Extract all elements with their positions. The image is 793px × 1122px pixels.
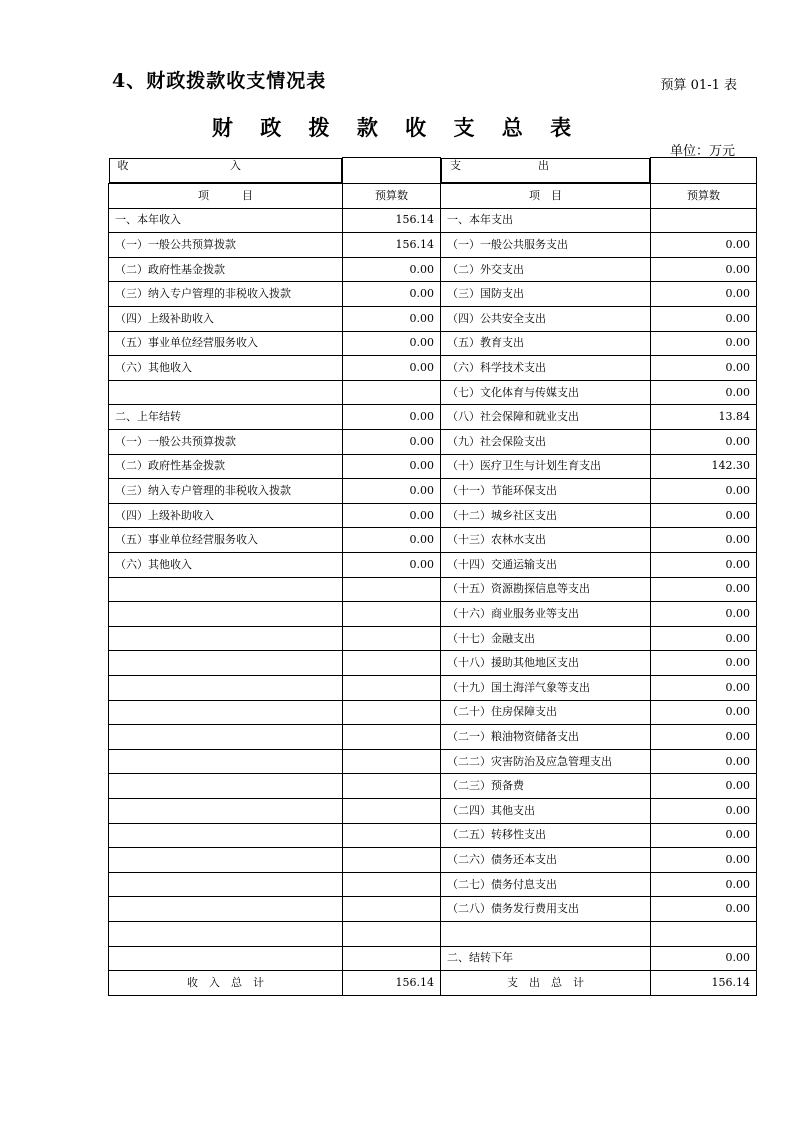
expense-item: （十八）援助其他地区支出: [441, 651, 651, 676]
expense-amount: 0.00: [651, 233, 757, 258]
income-amount: [343, 602, 441, 627]
income-amount: [343, 872, 441, 897]
totals-row: [109, 971, 757, 996]
expense-amount: 0.00: [651, 307, 757, 332]
expense-item: （二四）其他支出: [441, 798, 651, 823]
expense-amount: 0.00: [651, 749, 757, 774]
expense-item: （二六）债务还本支出: [441, 848, 651, 873]
income-item: [109, 823, 343, 848]
unit-label: 单位：万元: [669, 144, 735, 159]
income-item: （六）其他收入: [109, 356, 343, 381]
income-item: （二）政府性基金拨款: [109, 257, 343, 282]
expense-amount: 0.00: [651, 700, 757, 725]
income-amount: [343, 675, 441, 700]
income-amount: 0.00: [343, 257, 441, 282]
header-budget-expense: 预算数: [651, 184, 757, 209]
expense-item: （三）国防支出: [441, 282, 651, 307]
income-amount: [343, 700, 441, 725]
income-amount: [343, 651, 441, 676]
income-amount: 0.00: [343, 528, 441, 553]
income-item: [109, 700, 343, 725]
page-title: 财 政 拨 款 收 支 总 表: [211, 115, 582, 140]
income-item: [109, 602, 343, 627]
income-amount: 0.00: [343, 405, 441, 430]
header-expense: [441, 158, 650, 184]
income-amount: [343, 823, 441, 848]
expense-item: （十一）节能环保支出: [441, 479, 651, 504]
expense-item: （十二）城乡社区支出: [441, 503, 651, 528]
expense-amount: 0.00: [651, 331, 757, 356]
income-item: [109, 848, 343, 873]
table-row: [109, 946, 757, 971]
header-item-income: 项 目: [109, 184, 343, 209]
header-row-top: [109, 158, 757, 184]
expense-item: （十六）商业服务业等支出: [441, 602, 651, 627]
income-item: [109, 626, 343, 651]
income-item: [109, 749, 343, 774]
income-amount: 0.00: [343, 282, 441, 307]
table-row: [109, 479, 757, 504]
income-amount: 0.00: [343, 454, 441, 479]
income-amount: 0.00: [343, 356, 441, 381]
expense-amount: 0.00: [651, 356, 757, 381]
header-income-char-1: 收: [117, 158, 129, 172]
table-row: [109, 651, 757, 676]
header-budget-income: 预算数: [343, 184, 441, 209]
table-row: [109, 872, 757, 897]
table-row: [109, 380, 757, 405]
table-row: [109, 675, 757, 700]
income-amount: [343, 380, 441, 405]
table-row: [109, 725, 757, 750]
expense-total-label: 支 出 总 计: [441, 971, 651, 996]
table-row: [109, 430, 757, 455]
income-item: 一、本年收入: [109, 208, 343, 233]
budget-table: [108, 157, 757, 996]
expense-amount: 0.00: [651, 257, 757, 282]
expense-item: （二一）粮油物资储备支出: [441, 725, 651, 750]
expense-item: （六）科学技术支出: [441, 356, 651, 381]
table-row: [109, 749, 757, 774]
table-row: [109, 897, 757, 922]
expense-amount: 0.00: [651, 823, 757, 848]
expense-amount: 0.00: [651, 430, 757, 455]
table-row: [109, 257, 757, 282]
expense-amount: 0.00: [651, 479, 757, 504]
expense-item: （五）教育支出: [441, 331, 651, 356]
income-item: 二、上年结转: [109, 405, 343, 430]
expense-item: （一）一般公共服务支出: [441, 233, 651, 258]
income-amount: [343, 921, 441, 946]
table-row: [109, 331, 757, 356]
header-item-expense: 项 目: [441, 184, 651, 209]
income-amount: [343, 798, 441, 823]
table-row: [109, 798, 757, 823]
income-item: [109, 380, 343, 405]
expense-item: [441, 921, 651, 946]
expense-amount: 0.00: [651, 651, 757, 676]
expense-item: （九）社会保险支出: [441, 430, 651, 455]
income-item: [109, 798, 343, 823]
income-amount: [343, 774, 441, 799]
income-item: [109, 946, 343, 971]
income-amount: 0.00: [343, 331, 441, 356]
expense-amount: 0.00: [651, 725, 757, 750]
income-amount: 0.00: [343, 430, 441, 455]
expense-total-amount: 156.14: [651, 971, 757, 996]
expense-amount: 0.00: [651, 626, 757, 651]
table-row: [109, 553, 757, 578]
expense-item: （二十）住房保障支出: [441, 700, 651, 725]
income-item: （四）上级补助收入: [109, 307, 343, 332]
table-row: [109, 503, 757, 528]
income-item: [109, 921, 343, 946]
expense-amount: 0.00: [651, 675, 757, 700]
income-amount: [343, 749, 441, 774]
income-amount: [343, 946, 441, 971]
income-item: [109, 725, 343, 750]
income-amount: 0.00: [343, 307, 441, 332]
table-row: [109, 577, 757, 602]
table-row: [109, 823, 757, 848]
expense-item: （二五）转移性支出: [441, 823, 651, 848]
expense-item: （十九）国土海洋气象等支出: [441, 675, 651, 700]
table-row: [109, 208, 757, 233]
table-row: [109, 528, 757, 553]
table-row: [109, 921, 757, 946]
table-row: [109, 233, 757, 258]
expense-amount: 0.00: [651, 897, 757, 922]
income-amount: [343, 725, 441, 750]
table-row: [109, 602, 757, 627]
expense-amount: 0.00: [651, 848, 757, 873]
expense-amount: [651, 921, 757, 946]
expense-amount: 13.84: [651, 405, 757, 430]
income-amount: 0.00: [343, 553, 441, 578]
table-row: [109, 700, 757, 725]
expense-item: （二八）债务发行费用支出: [441, 897, 651, 922]
income-item: （二）政府性基金拨款: [109, 454, 343, 479]
income-amount: [343, 626, 441, 651]
header-blank-2: [651, 158, 757, 184]
income-item: [109, 774, 343, 799]
table-row: [109, 282, 757, 307]
income-item: [109, 651, 343, 676]
form-number: 预算 01-1 表: [660, 78, 737, 93]
expense-item: （十五）资源勘探信息等支出: [441, 577, 651, 602]
expense-item: 一、本年支出: [441, 208, 651, 233]
expense-item: （二三）预备费: [441, 774, 651, 799]
expense-item: （十）医疗卫生与计划生育支出: [441, 454, 651, 479]
expense-amount: 0.00: [651, 602, 757, 627]
table-row: [109, 405, 757, 430]
income-item: （六）其他收入: [109, 553, 343, 578]
expense-item: （十四）交通运输支出: [441, 553, 651, 578]
expense-amount: 0.00: [651, 946, 757, 971]
expense-amount: 0.00: [651, 528, 757, 553]
expense-item: （二二）灾害防治及应急管理支出: [441, 749, 651, 774]
expense-amount: 0.00: [651, 282, 757, 307]
table-row: [109, 307, 757, 332]
income-item: （五）事业单位经营服务收入: [109, 528, 343, 553]
income-item: [109, 675, 343, 700]
table-row: [109, 356, 757, 381]
income-item: [109, 897, 343, 922]
income-item: （五）事业单位经营服务收入: [109, 331, 343, 356]
header-row-columns: [109, 184, 757, 209]
section-title: 4、财政拨款收支情况表: [112, 70, 327, 92]
income-amount: [343, 577, 441, 602]
income-item: [109, 577, 343, 602]
expense-item: （二）外交支出: [441, 257, 651, 282]
expense-amount: 0.00: [651, 774, 757, 799]
income-item: （三）纳入专户管理的非税收入拨款: [109, 282, 343, 307]
expense-item: 二、结转下年: [441, 946, 651, 971]
expense-item: （四）公共安全支出: [441, 307, 651, 332]
income-item: （一）一般公共预算拨款: [109, 233, 343, 258]
header-income-char-2: 入: [230, 158, 241, 172]
expense-amount: 0.00: [651, 577, 757, 602]
header-expense-char-2: 出: [538, 158, 549, 172]
header-income: [109, 158, 343, 184]
expense-item: （十三）农林水支出: [441, 528, 651, 553]
expense-amount: 0.00: [651, 798, 757, 823]
table-row: [109, 626, 757, 651]
expense-item: （八）社会保障和就业支出: [441, 405, 651, 430]
income-amount: [343, 848, 441, 873]
income-total-label: 收 入 总 计: [109, 971, 343, 996]
income-amount: [343, 897, 441, 922]
income-item: [109, 872, 343, 897]
income-amount: 0.00: [343, 479, 441, 504]
expense-amount: [651, 208, 757, 233]
income-amount: 156.14: [343, 208, 441, 233]
income-amount: 0.00: [343, 503, 441, 528]
table-row: [109, 774, 757, 799]
income-item: （四）上级补助收入: [109, 503, 343, 528]
income-total-amount: 156.14: [343, 971, 441, 996]
income-item: （三）纳入专户管理的非税收入拨款: [109, 479, 343, 504]
expense-item: （十七）金融支出: [441, 626, 651, 651]
income-amount: 156.14: [343, 233, 441, 258]
expense-amount: 142.30: [651, 454, 757, 479]
expense-amount: 0.00: [651, 872, 757, 897]
income-item: （一）一般公共预算拨款: [109, 430, 343, 455]
expense-item: （七）文化体育与传媒支出: [441, 380, 651, 405]
header-expense-char-1: 支: [450, 158, 461, 172]
expense-item: （二七）债务付息支出: [441, 872, 651, 897]
expense-amount: 0.00: [651, 503, 757, 528]
expense-amount: 0.00: [651, 380, 757, 405]
header-blank-1: [343, 158, 441, 184]
table-row: [109, 454, 757, 479]
table-row: [109, 848, 757, 873]
expense-amount: 0.00: [651, 553, 757, 578]
